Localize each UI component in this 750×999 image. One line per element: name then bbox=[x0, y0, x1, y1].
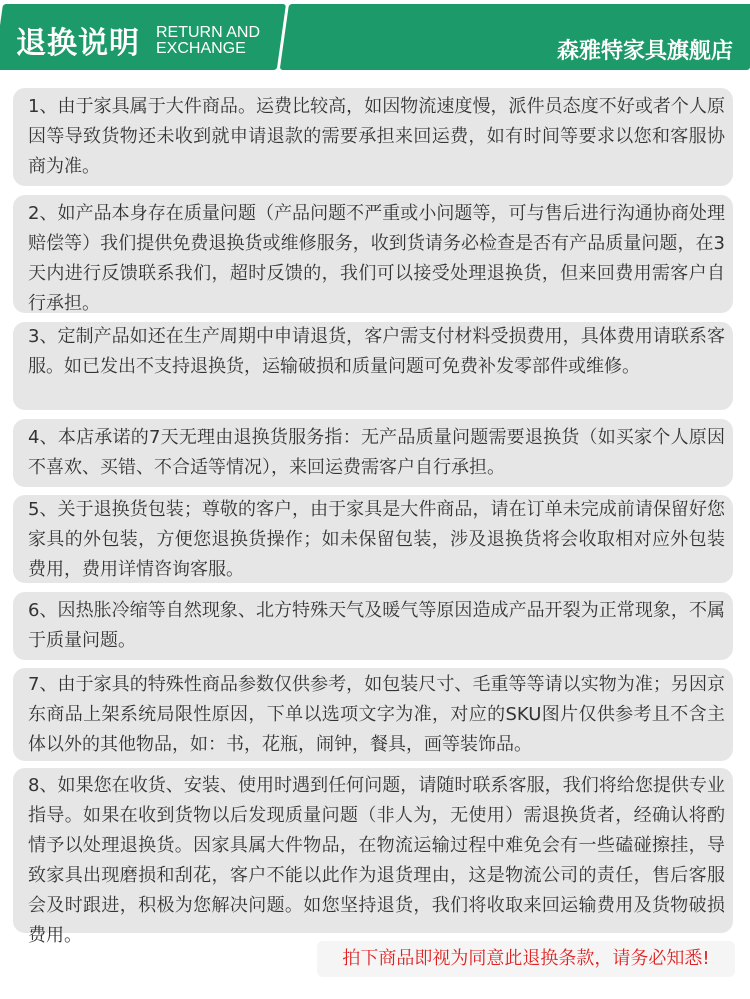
policy-item-2: 2、如产品本身存在质量问题（产品问题不严重或小问题等，可与售后进行沟通协商处理赔偿等）我们提供免费退换货或维修服务，收到货请务必检查是否有产品质量问题，在3天内进行反馈联系我们，超时反馈的，我们可以接受处理退换货，但来回费用需客户自行承担。 bbox=[13, 195, 733, 313]
policy-item-7: 7、由于家具的特殊性商品参数仅供参考，如包装尺寸、毛重等等请以实物为准；另因京东商品上架系统局限性原因，下单以选项文字为准，对应的SKU图片仅供参考且不含主体以外的其他物品，如：书，花瓶，闹钟，餐具，画等装饰品。 bbox=[13, 668, 733, 761]
title-group bbox=[16, 4, 286, 70]
header-banner bbox=[0, 0, 750, 72]
policy-item-1: 1、由于家具属于大件商品。运费比较高，如因物流速度慢，派件员态度不好或者个人原因等导致货物还未收到就申请退款的需要承担来回运费，如有时间等要求以您和客服协商为准。 bbox=[13, 88, 733, 186]
policy-item-8: 8、如果您在收货、安装、使用时遇到任何问题，请随时联系客服，我们将给您提供专业指导。如果在收到货物以后发现质量问题（非人为，无使用）需退换货者，经确认将酌情予以处理退换货。因家具属大件物品，在物流运输过程中难免会有一些磕碰擦挂，导致家具出现磨损和刮花，客户不能以此作为退货理由，这是物流公司的责任，售后客服会及时跟进，积极为您解决问题。如您坚持退货，我们将收取来回运输费用及货物破损费用。 bbox=[13, 768, 733, 933]
page-subtitle-line1: RETURN AND bbox=[156, 24, 261, 41]
store-name: 森雅特家具旗舰店 bbox=[556, 39, 733, 64]
page-subtitle bbox=[156, 25, 260, 57]
page-subtitle-line2: EXCHANGE bbox=[156, 40, 246, 57]
page-title: 退换说明 bbox=[16, 26, 140, 61]
agreement-notice: 拍下商品即视为同意此退换条款，请务必知悉! bbox=[317, 941, 735, 977]
policy-item-5: 5、关于退换货包装；尊敬的客户，由于家具是大件商品，请在订单未完成前请保留好您家具的外包装，方便您退换货操作；如未保留包装，涉及退换货将会收取相对应外包装费用，费用详情咨询客服。 bbox=[13, 495, 733, 583]
policy-item-4: 4、本店承诺的7天无理由退换货服务指：无产品质量问题需要退换货（如买家个人原因不喜欢、买错、不合适等情况），来回运费需客户自行承担。 bbox=[13, 419, 733, 487]
policy-item-3: 3、定制产品如还在生产周期中申请退货，客户需支付材料受损费用，具体费用请联系客服。如已发出不支持退换货，运输破损和质量问题可免费补发零部件或维修。 bbox=[13, 322, 733, 410]
policy-item-6: 6、因热胀冷缩等自然现象、北方特殊天气及暖气等原因造成产品开裂为正常现象，不属于质量问题。 bbox=[13, 592, 733, 660]
